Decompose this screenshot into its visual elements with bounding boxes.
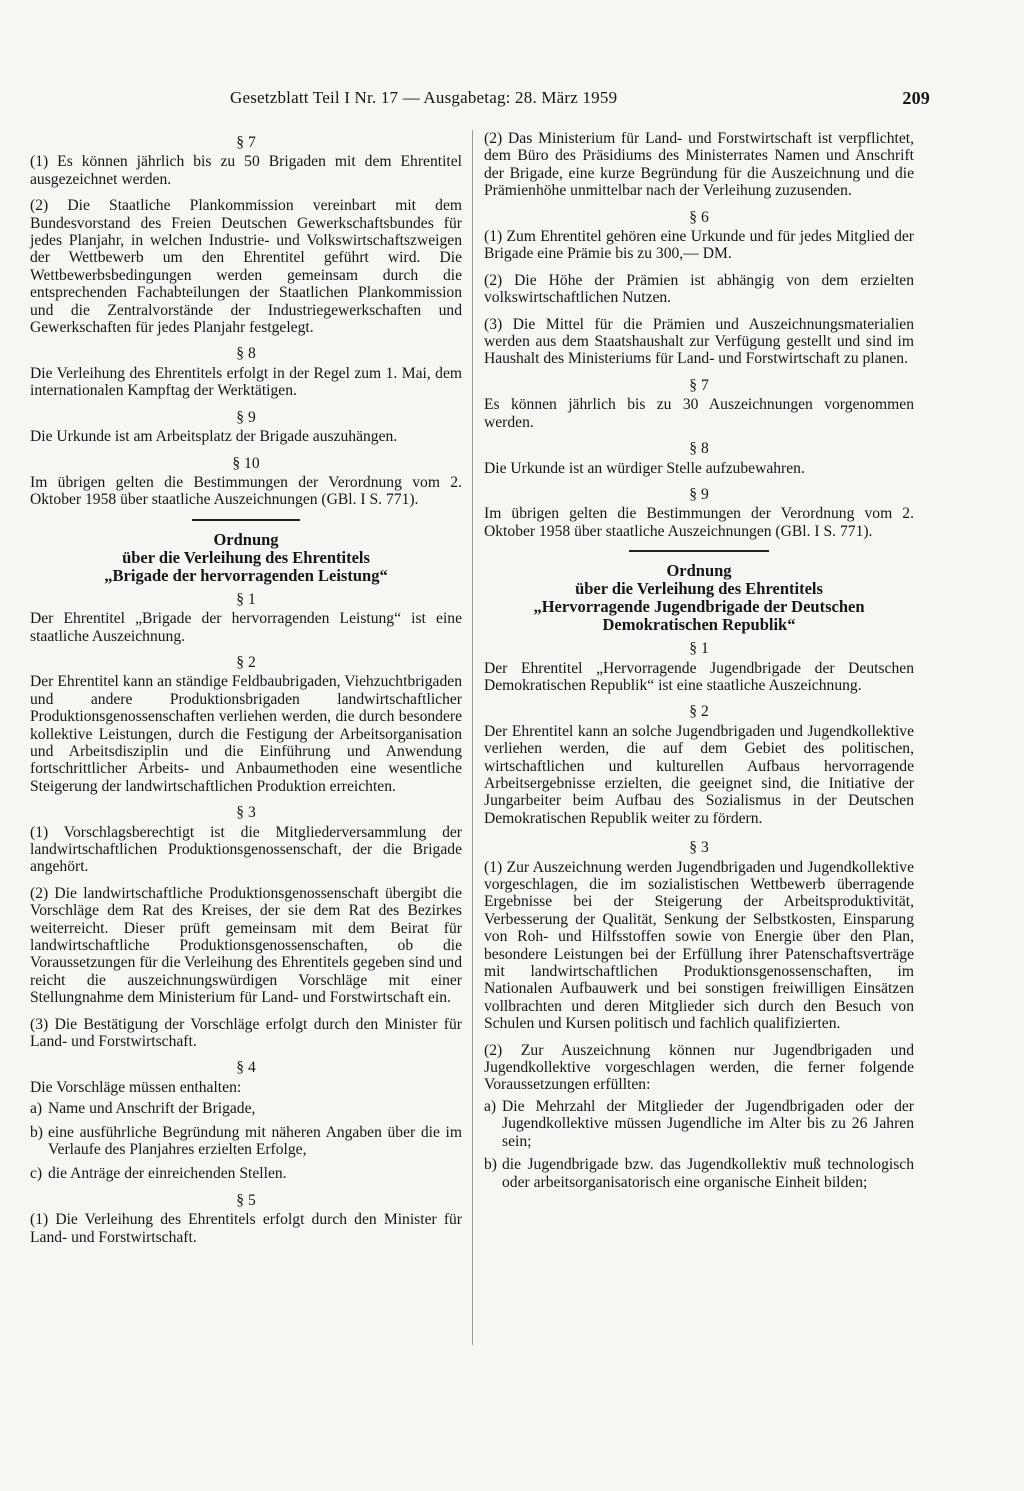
paragraph: Der Ehrentitel „Hervorragende Jugendbrigade der Deutschen Demokratischen Republik“ ist eine staatliche Auszeichnung. xyxy=(484,659,914,694)
list-item-label: c) xyxy=(30,1164,43,1182)
paragraph: Die Urkunde ist am Arbeitsplatz der Brigade auszuhängen. xyxy=(30,428,398,446)
list-item-label: a) xyxy=(484,1097,497,1115)
section-heading: § 3 xyxy=(689,839,709,857)
section-rule xyxy=(192,519,300,521)
section-heading: § 4 xyxy=(236,1059,256,1077)
list-item-text: Name und Anschrift der Brigade, xyxy=(48,1100,256,1118)
paragraph: (1) Es können jährlich bis zu 50 Brigaden mit dem Ehrentitel ausgezeichnet werden. xyxy=(30,153,462,188)
section-rule xyxy=(629,550,769,552)
paragraph: Es können jährlich bis zu 30 Auszeichnungen vorgenommen werden. xyxy=(484,396,914,431)
list-item xyxy=(30,1165,462,1182)
list-item xyxy=(484,1156,914,1191)
section-heading: § 9 xyxy=(689,485,709,503)
list-item xyxy=(30,1124,462,1159)
section-heading: § 5 xyxy=(236,1191,256,1209)
order-title xyxy=(484,562,914,634)
section-heading: § 8 xyxy=(689,440,709,458)
paragraph: (1) Zum Ehrentitel gehören eine Urkunde und für jedes Mitglied der Brigade eine Prämie bis zu 300,— DM. xyxy=(484,228,914,263)
section-heading: § 1 xyxy=(236,590,256,608)
order-title-line: „Hervorragende Jugendbrigade der Deutschen Demokratischen Republik“ xyxy=(533,597,865,635)
paragraph: (1) Vorschlagsberechtigt ist die Mitgliederversammlung der landwirtschaftlichen Produktionsgenossenschaft, der die Brigade angehört. xyxy=(30,823,462,876)
list-item-label: b) xyxy=(30,1123,43,1141)
list-item-text: eine ausführliche Begründung mit näheren Angaben über die im Verlaufe des Planjahres erzielten Erfolge, xyxy=(48,1123,462,1159)
order-title-line: Ordnung xyxy=(666,561,732,581)
paragraph: Im übrigen gelten die Bestimmungen der Verordnung vom 2. Oktober 1958 über staatliche Auszeichnungen (GBl. I S. 771). xyxy=(30,473,462,509)
paragraph: (3) Die Mittel für die Prämien und Auszeichnungsmaterialien werden aus dem Staatshaushalt zur Verfügung gestellt und sind im Haushalt des Ministeriums für Land- und Forstwirtschaft zu planen. xyxy=(484,315,914,368)
order-title xyxy=(30,531,462,585)
section-heading: § 2 xyxy=(689,703,709,721)
paragraph: Der Ehrentitel kann an solche Jugendbrigaden und Jugendkollektive verliehen werden, die auf dem Gebiet des politischen, wirtschaftlichen und kulturellen Aufbaus hervorragende Arbeitsergebnisse erzielten, die geeignet sind, die Initiative der Jungarbeiter beim Aufbau des Sozialismus in der Deutschen Demokratischen Republik weiter zu fördern. xyxy=(484,722,914,827)
section-heading: § 9 xyxy=(236,408,256,426)
section-heading: § 6 xyxy=(689,208,709,226)
header-title: Gesetzblatt Teil I Nr. 17 — Ausgabetag: 28. März 1959 xyxy=(230,88,618,107)
order-title-line: „Brigade der hervorragenden Leistung“ xyxy=(104,565,388,585)
list-item-text: die Jugendbrigade bzw. das Jugendkollektiv muß technologisch oder arbeitsorganisatorisch eine organische Einheit bilden; xyxy=(502,1156,914,1191)
section-heading: § 2 xyxy=(236,653,256,671)
section-heading: § 10 xyxy=(232,454,260,472)
paragraph: (2) Die landwirtschaftliche Produktionsgenossenschaft übergibt die Vorschläge dem Rat des Kreises, der sie dem Rat des Bezirkes weiterreicht. Dieser prüft gemeinsam mit dem Beirat für landwirtschaftliche Produktionsgenossenschaften, ob die Voraussetzungen für die Verleihung des Ehrentitels gegeben sind und reicht die auszeichnungswürdigen Vorschläge mit einer Stellungnahme dem Ministerium für Land- und Forstwirtschaft ein. xyxy=(30,884,462,1007)
left-column xyxy=(30,130,462,1255)
paragraph: Der Ehrentitel „Brigade der hervorragenden Leistung“ ist eine staatliche Auszeichnung. xyxy=(30,610,462,645)
paragraph: Die Urkunde ist an würdiger Stelle aufzubewahren. xyxy=(484,459,805,477)
list-item-text: die Anträge der einreichenden Stellen. xyxy=(48,1164,287,1182)
column-divider xyxy=(472,130,473,1345)
order-title-line: über die Verleihung des Ehrentitels xyxy=(122,547,370,567)
paragraph: (3) Die Bestätigung der Vorschläge erfolgt durch den Minister für Land- und Forstwirtschaft. xyxy=(30,1015,462,1051)
paragraph: Der Ehrentitel kann an ständige Feldbaubrigaden, Viehzuchtbrigaden und andere Produktionsbrigaden landwirtschaftlicher Produktionsgenossenschaften verliehen werden, die durch besondere kollektive Leistungen, durch die Festigung der Arbeitsorganisation und Arbeitsdisziplin und die Einführung und Anwendung fortschrittlicher Arbeits- und Anbaumethoden eine wesentliche Steigerung der landwirtschaftlichen Produktion erreichten. xyxy=(30,673,462,795)
paragraph: (2) Zur Auszeichnung können nur Jugendbrigaden und Jugendkollektive vorgeschlagen werden, die ferner folgende Voraussetzungen erfüllten: xyxy=(484,1041,914,1094)
section-heading: § 7 xyxy=(689,376,709,394)
order-title-line: Ordnung xyxy=(213,529,279,549)
right-column xyxy=(484,130,914,1197)
list-item-label: b) xyxy=(484,1156,497,1174)
order-title-line: über die Verleihung des Ehrentitels xyxy=(575,579,823,599)
paragraph: (2) Die Höhe der Prämien ist abhängig von dem erzielten volkswirtschaftlichen Nutzen. xyxy=(484,271,914,307)
paragraph: (2) Die Staatliche Plankommission vereinbart mit dem Bundesvorstand des Freien Deutschen Gewerkschaftsbundes für jedes Planjahr, in welchen Industrie- und Volkswirtschaftszweigen der Wettbewerb um den Ehrentitel geführt wird. Die Wettbewerbsbedingungen werden gemeinsam durch die entsprechenden Fachabteilungen der Staatlichen Plankommission und die Zentralvorstände der Industriegewerkschaften und Gewerkschaften für jedes Planjahr festgelegt. xyxy=(30,197,462,337)
page-number: 209 xyxy=(902,88,930,108)
list-item-text: Die Mehrzahl der Mitglieder der Jugendbrigaden oder der Jugendkollektive müssen Jugendliche im Alter bis zu 26 Jahren sein; xyxy=(502,1097,914,1150)
list-item xyxy=(484,1098,914,1150)
list-item xyxy=(30,1100,462,1117)
paragraph: (1) Zur Auszeichnung werden Jugendbrigaden und Jugendkollektive vorgeschlagen, die im sozialistischen Wettbewerb überragende Ergebnisse bei der Steigerung der Arbeitsproduktivität, Verbesserung der Qualität, Senkung der Selbstkosten, Einsparung von Roh- und Hilfsstoffen sowie von Energie über den Plan, besondere Leistungen bei der Erfüllung ihrer Patenschaftsverträge mit landwirtschaftlichen Produktionsgenossenschaften, im Nationalen Aufbauwerk und bei sonstigen freiwilligen Einsätzen vollbrachten und deren Mitglieder sich durch den Besuch von Schulen und Kursen politisch und fachlich qualifizierten. xyxy=(484,858,914,1033)
page-header xyxy=(230,88,930,114)
paragraph: (2) Das Ministerium für Land- und Forstwirtschaft ist verpflichtet, dem Büro des Präsidiums des Ministerrates Namen und Anschrift der Brigade, eine kurze Begründung für die Auszeichnung und die Prämienhöhe unmittelbar nach der Verleihung zuzusenden. xyxy=(484,130,914,200)
section-heading: § 1 xyxy=(689,640,709,658)
paragraph: Die Vorschläge müssen enthalten: xyxy=(30,1078,242,1096)
paragraph: Im übrigen gelten die Bestimmungen der Verordnung vom 2. Oktober 1958 über staatliche Auszeichnungen (GBl. I S. 771). xyxy=(484,505,914,540)
list-item-label: a) xyxy=(30,1100,43,1118)
section-heading: § 3 xyxy=(236,804,256,822)
section-heading: § 8 xyxy=(236,345,256,363)
paragraph: (1) Die Verleihung des Ehrentitels erfolgt durch den Minister für Land- und Forstwirtschaft. xyxy=(30,1211,462,1246)
paragraph: Die Verleihung des Ehrentitels erfolgt in der Regel zum 1. Mai, dem internationalen Kampftag der Werktätigen. xyxy=(30,364,462,400)
section-heading: § 7 xyxy=(236,134,256,151)
